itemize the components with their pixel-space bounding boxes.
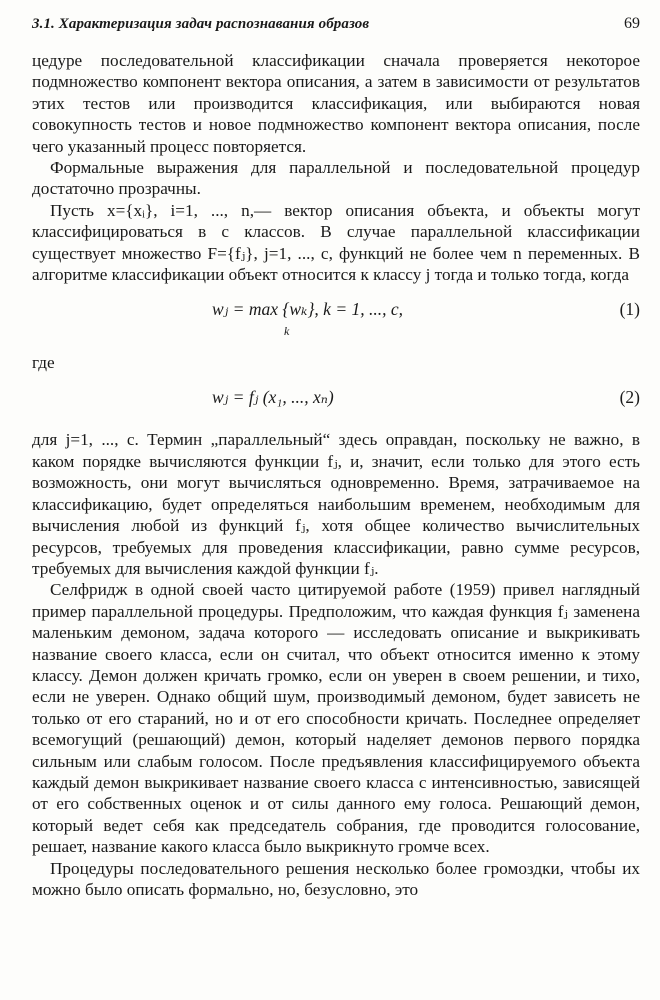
running-header bbox=[32, 10, 640, 38]
paragraph-6: Процедуры последовательного решения несколько более громоздки, чтобы их можно было описать формально, но, безусловно, это bbox=[32, 858, 640, 899]
page-number: 69 bbox=[624, 15, 640, 32]
word-gde: где bbox=[32, 353, 55, 373]
paragraph-1: цедуре последовательной классификации сначала проверяется некоторое подмножество компонент вектора описания, а затем в зависимости от результатов этих тестов или производится классификация, или выбираются новая совокупность тестов и новое подмножество компонент вектора описания, после чего указанный процесс повторяется. bbox=[32, 51, 640, 156]
equation-1-label: (1) bbox=[619, 299, 640, 320]
equation-1-subscript: k bbox=[284, 324, 290, 339]
equation-1 bbox=[32, 285, 640, 349]
section-title: 3.1. Характеризация задач распознавания образов bbox=[32, 15, 370, 32]
paragraph-3: Пусть x={xᵢ}, i=1, ..., n,— вектор описания объекта, и объекты могут классифицироваться в c классов. В случае параллельной классификации существует множество F={fⱼ}, j=1, ..., c, функций не более чем n переменных. В алгоритме классификации объект относится к классу j тогда и только тогда, когда bbox=[32, 200, 640, 285]
equation-2-label: (2) bbox=[619, 387, 640, 408]
paragraph-5: Селфридж в одной своей часто цитируемой работе (1959) привел наглядный пример параллельной процедуры. Предположим, что каждая функция fⱼ заменена маленьким демоном, задача которого — исследовать описание и выкрикивать название своего класса, если он считал, что объект относится именно к этому классу. Демон должен кричать громко, если он уверен в своем решении, и тихо, если не уверен. Однако общий шум, производимый демоном, будет зависеть не только от его стараний, но и от его способности кричать. Последнее определяет всемогущий (решающий) демон, который наделяет демонов первого порядка сильным или слабым голосом. После предъявления классифицируемого объекта каждый демон выкрикивает название своего класса с интенсивностью, зависящей от его собственных оценок и от силы данного ему голоса. Решающий демон, который ведет себя как председатель собрания, где проводится голосование, решает, название какого класса было выкрикнуто громче всех. bbox=[32, 580, 640, 857]
equation-2 bbox=[32, 377, 640, 429]
equation-1-expression: wⱼ = max {wₖ}, k = 1, ..., c, bbox=[212, 299, 404, 320]
paragraph-2: Формальные выражения для параллельной и последовательной процедур достаточно прозрачны. bbox=[32, 158, 640, 199]
equation-2-expression: wⱼ = fⱼ (x₁, ..., xₙ) bbox=[212, 387, 334, 408]
paragraph-4: для j=1, ..., c. Термин „параллельный“ здесь оправдан, поскольку не важно, в каком порядке вычисляются функции fⱼ, и, значит, если только для этого есть возможность, они могут вычисляться одновременно. Время, затрачиваемое на классификацию, будет определяться наибольшим временем, необходимым для вычисления любой из функций fⱼ, хотя общее количество вычислительных ресурсов, требуемых для проведения классификации, равно сумме ресурсов, требуемых для вычисления каждой функции fⱼ. bbox=[32, 430, 640, 578]
page-body bbox=[32, 50, 640, 900]
